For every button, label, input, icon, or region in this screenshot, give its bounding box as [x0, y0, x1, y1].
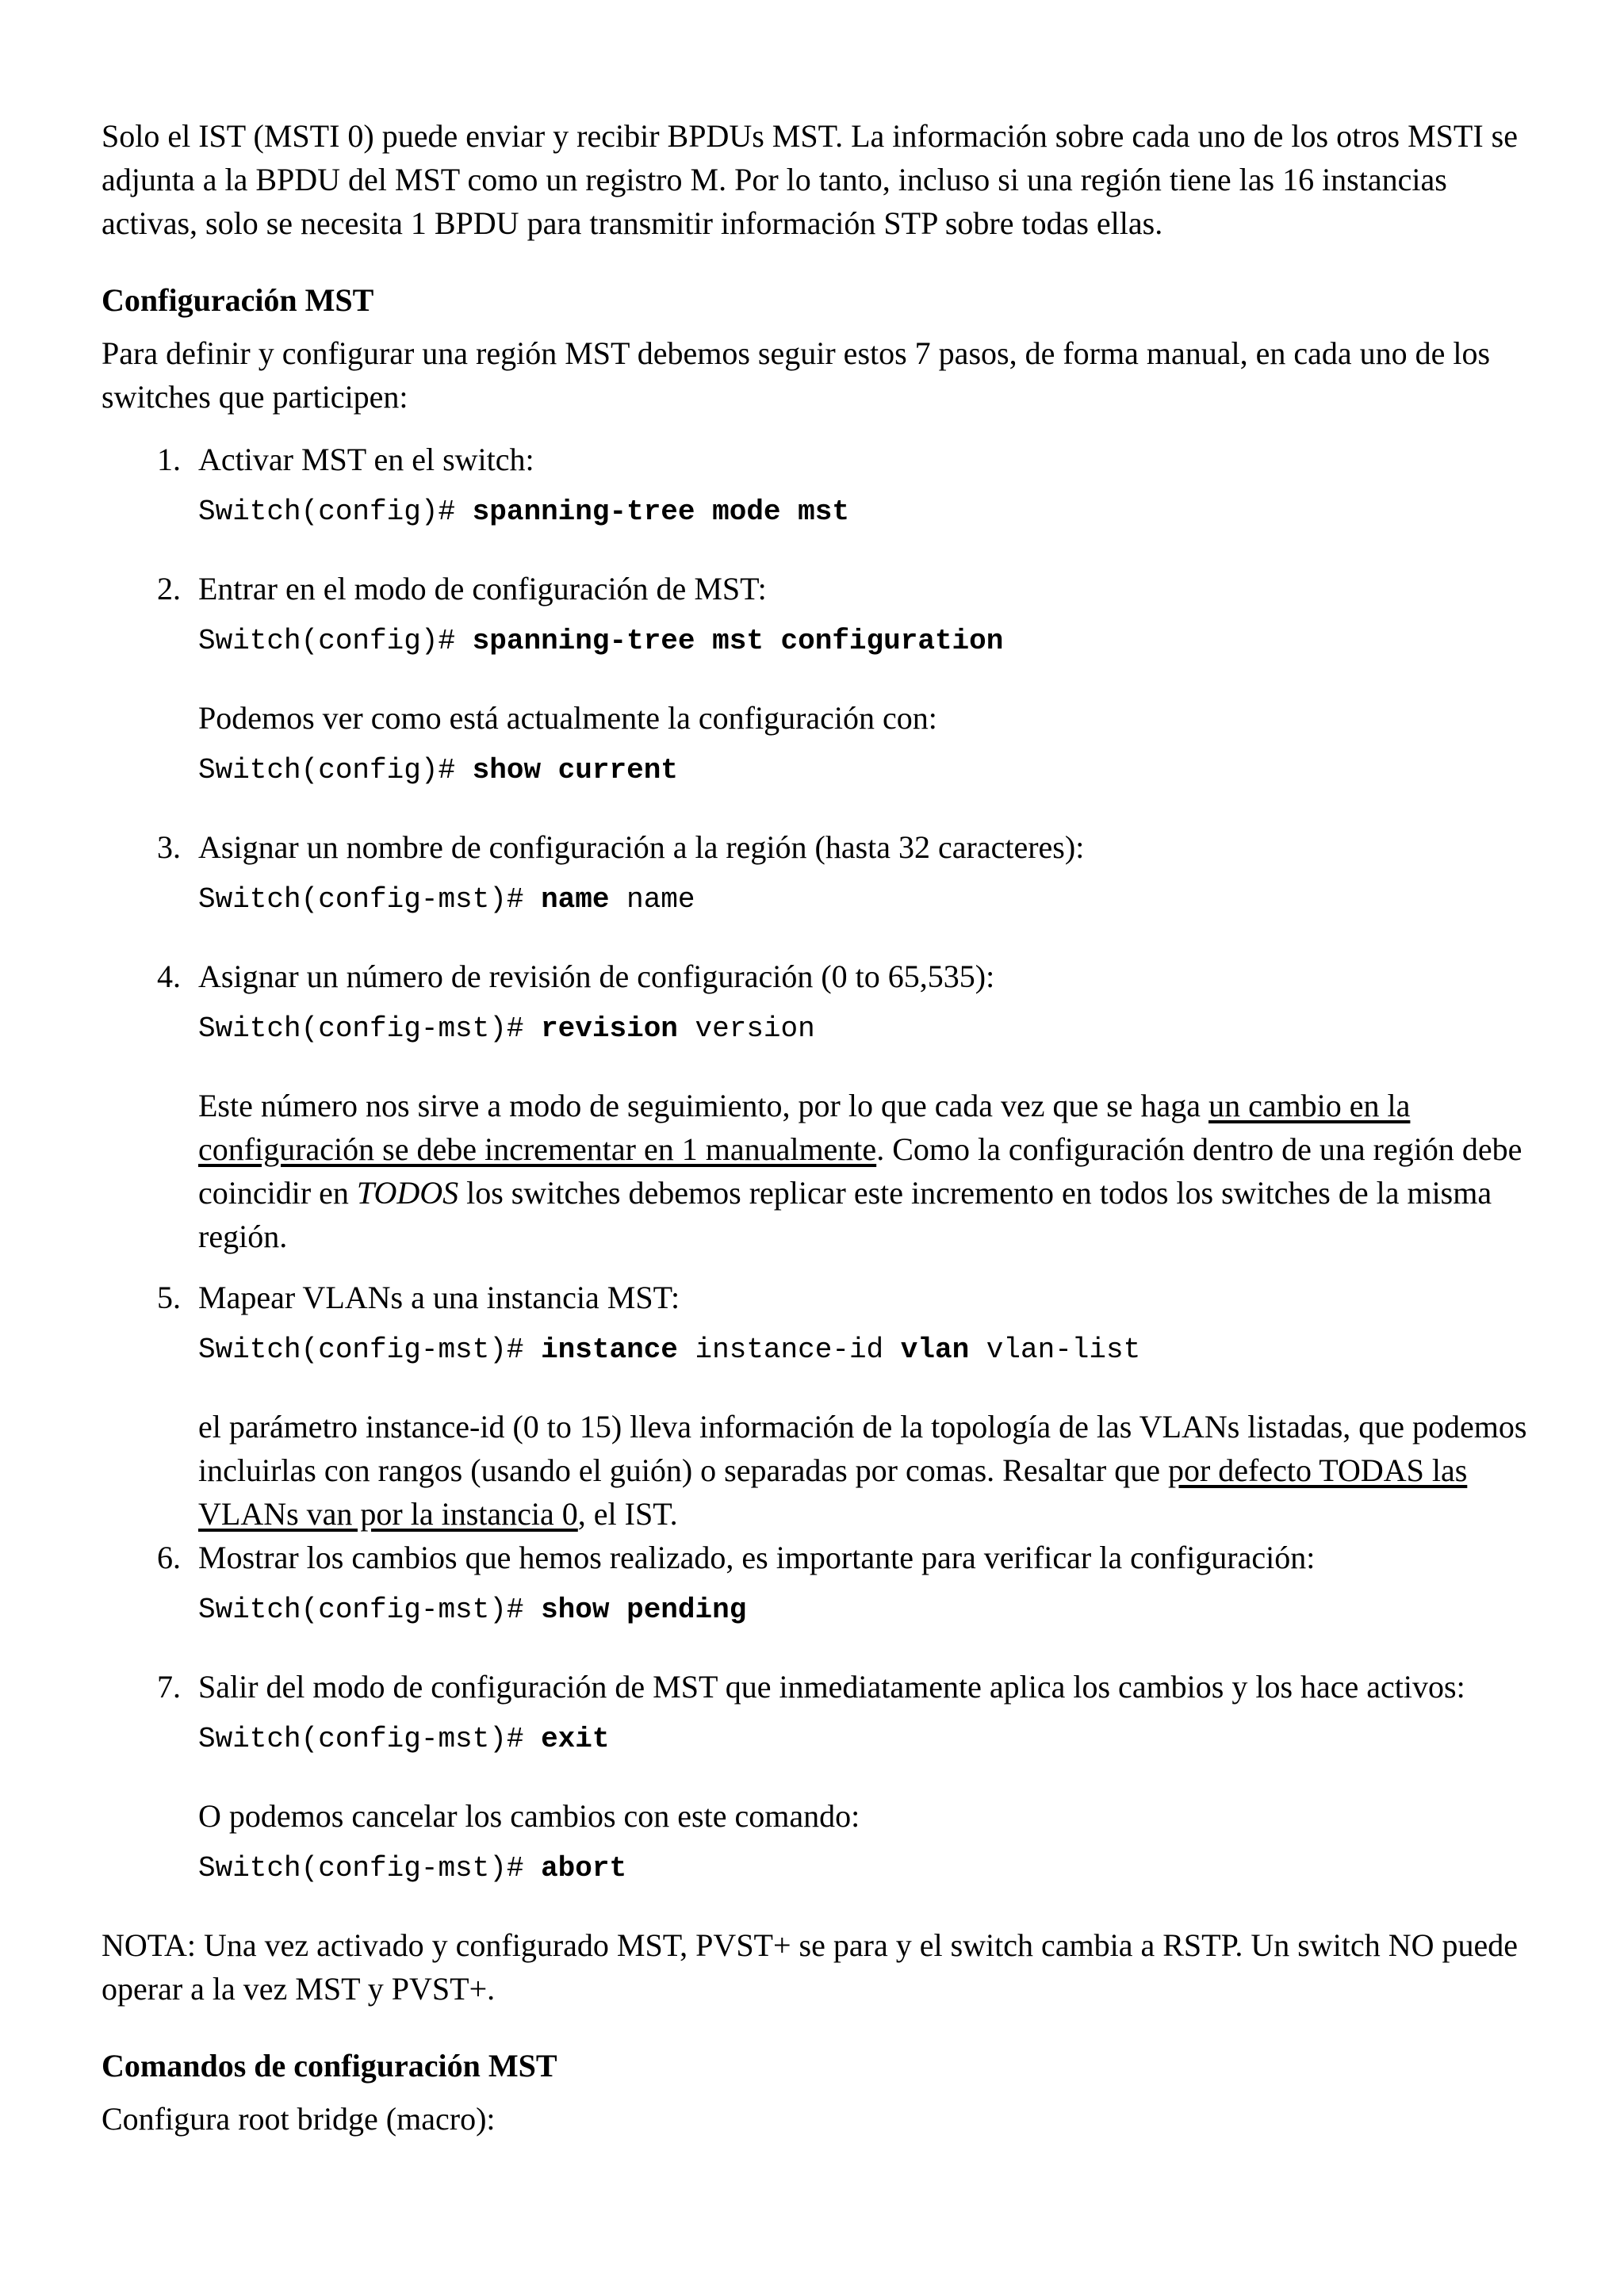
commands-section-heading: Comandos de configuración MST: [102, 2048, 557, 2084]
step-number: 1.: [157, 442, 181, 477]
command-keyword: vlan: [900, 1334, 970, 1366]
note-text: los switches debemos replicar este incremento en todos los switches de la misma región.: [198, 1175, 1492, 1254]
step-note: [198, 1084, 1537, 1258]
command-argument: instance-id: [677, 1334, 901, 1366]
command-keyword: exit: [541, 1723, 610, 1755]
step-note: [198, 1405, 1537, 1536]
step-text: Mostrar los cambios que hemos realizado, es importante para verificar la configuración:: [198, 1540, 1316, 1575]
underlined-note: un cambio en la configuración se debe incrementar en 1 manualmente: [198, 1088, 1411, 1167]
step-number: 2.: [157, 571, 181, 607]
step-note: O podemos cancelar los cambios con este comando:: [198, 1798, 860, 1834]
command-line: [198, 622, 1537, 661]
command-line: [198, 1849, 1537, 1888]
command-argument: version: [677, 1012, 815, 1045]
command-prompt: Switch(config-mst)#: [198, 1594, 542, 1626]
command-line: [198, 751, 1537, 790]
step-text: Asignar un nombre de configuración a la región (hasta 32 caracteres):: [198, 829, 1085, 865]
command-keyword: abort: [541, 1852, 627, 1885]
step-4: [102, 955, 1537, 1258]
intro-paragraph: Solo el IST (MSTI 0) puede enviar y recibir BPDUs MST. La información sobre cada uno de los otros MSTI se adjunta a la BPDU del MST como un registro M. Por lo tanto, incluso si una región tiene las 16 instancias activas, solo se necesita 1 BPDU para transmitir información STP sobre todas ellas.: [102, 118, 1518, 241]
command-prompt: Switch(config-mst)#: [198, 1334, 542, 1366]
config-section-heading: Configuración MST: [102, 282, 374, 318]
step-number: 7.: [157, 1669, 181, 1705]
note-text: el parámetro instance-id (0 to 15) lleva información de la topología de las VLANs listadas, que podemos incluirlas con rangos (usando el guión) o separadas por comas. Resaltar que: [198, 1409, 1527, 1488]
command-line: [198, 1330, 1537, 1370]
command-keyword: show current: [472, 754, 678, 786]
command-keyword: spanning-tree mst configuration: [472, 625, 1004, 657]
step-5: [102, 1276, 1537, 1536]
command-prompt: Switch(config)#: [198, 625, 473, 657]
step-text: Activar MST en el switch:: [198, 442, 534, 477]
step-1: [102, 438, 1537, 532]
command-prompt: Switch(config)#: [198, 754, 473, 786]
step-text: Mapear VLANs a una instancia MST:: [198, 1280, 680, 1315]
command-keyword: show pending: [541, 1594, 747, 1626]
config-section-intro: Para definir y configurar una región MST debemos seguir estos 7 pasos, de forma manual, en cada uno de los switches que participen:: [102, 335, 1491, 415]
command-prompt: Switch(config)#: [198, 496, 473, 528]
step-3: [102, 825, 1537, 920]
command-keyword: instance: [541, 1334, 678, 1366]
note-text: Este número nos sirve a modo de seguimiento, por lo que cada vez que se haga: [198, 1088, 1209, 1123]
command-prompt: Switch(config-mst)#: [198, 883, 542, 916]
step-text: Asignar un número de revisión de configuración (0 to 65,535):: [198, 959, 995, 994]
nota-paragraph: NOTA: Una vez activado y configurado MST, PVST+ se para y el switch cambia a RSTP. Un switch NO puede operar a la vez MST y PVST+.: [102, 1927, 1519, 2007]
underlined-note: por defecto TODAS las VLANs van por la instancia 0: [198, 1452, 1468, 1532]
step-number: 4.: [157, 959, 181, 994]
command-prompt: Switch(config-mst)#: [198, 1723, 542, 1755]
command-argument: name: [609, 883, 695, 916]
emphasis-text: TODOS: [356, 1175, 459, 1211]
command-line: [198, 880, 1537, 920]
step-text: Salir del modo de configuración de MST que inmediatamente aplica los cambios y los hace activos:: [198, 1669, 1465, 1705]
note-text: . Como la configuración dentro de una región debe coincidir en: [198, 1131, 1522, 1211]
command-keyword: name: [541, 883, 610, 916]
step-6: [102, 1536, 1537, 1630]
command-line: [198, 492, 1537, 532]
step-note: Podemos ver como está actualmente la configuración con:: [198, 700, 937, 736]
step-number: 3.: [157, 829, 181, 865]
note-text: , el IST.: [577, 1496, 678, 1532]
command-keyword: revision: [541, 1012, 678, 1045]
command-keyword: spanning-tree mode mst: [472, 496, 849, 528]
step-number: 6.: [157, 1540, 181, 1575]
command-argument: vlan-list: [969, 1334, 1141, 1366]
command-line: [198, 1009, 1537, 1049]
command-prompt: Switch(config-mst)#: [198, 1852, 542, 1885]
command-line: [198, 1590, 1537, 1630]
step-2: [102, 567, 1537, 790]
step-text: Entrar en el modo de configuración de MST:: [198, 571, 767, 607]
commands-section-text: Configura root bridge (macro):: [102, 2101, 496, 2137]
step-number: 5.: [157, 1280, 181, 1315]
step-7: [102, 1665, 1537, 1888]
config-steps-list: [102, 438, 1537, 1888]
command-prompt: Switch(config-mst)#: [198, 1012, 542, 1045]
command-line: [198, 1720, 1537, 1759]
